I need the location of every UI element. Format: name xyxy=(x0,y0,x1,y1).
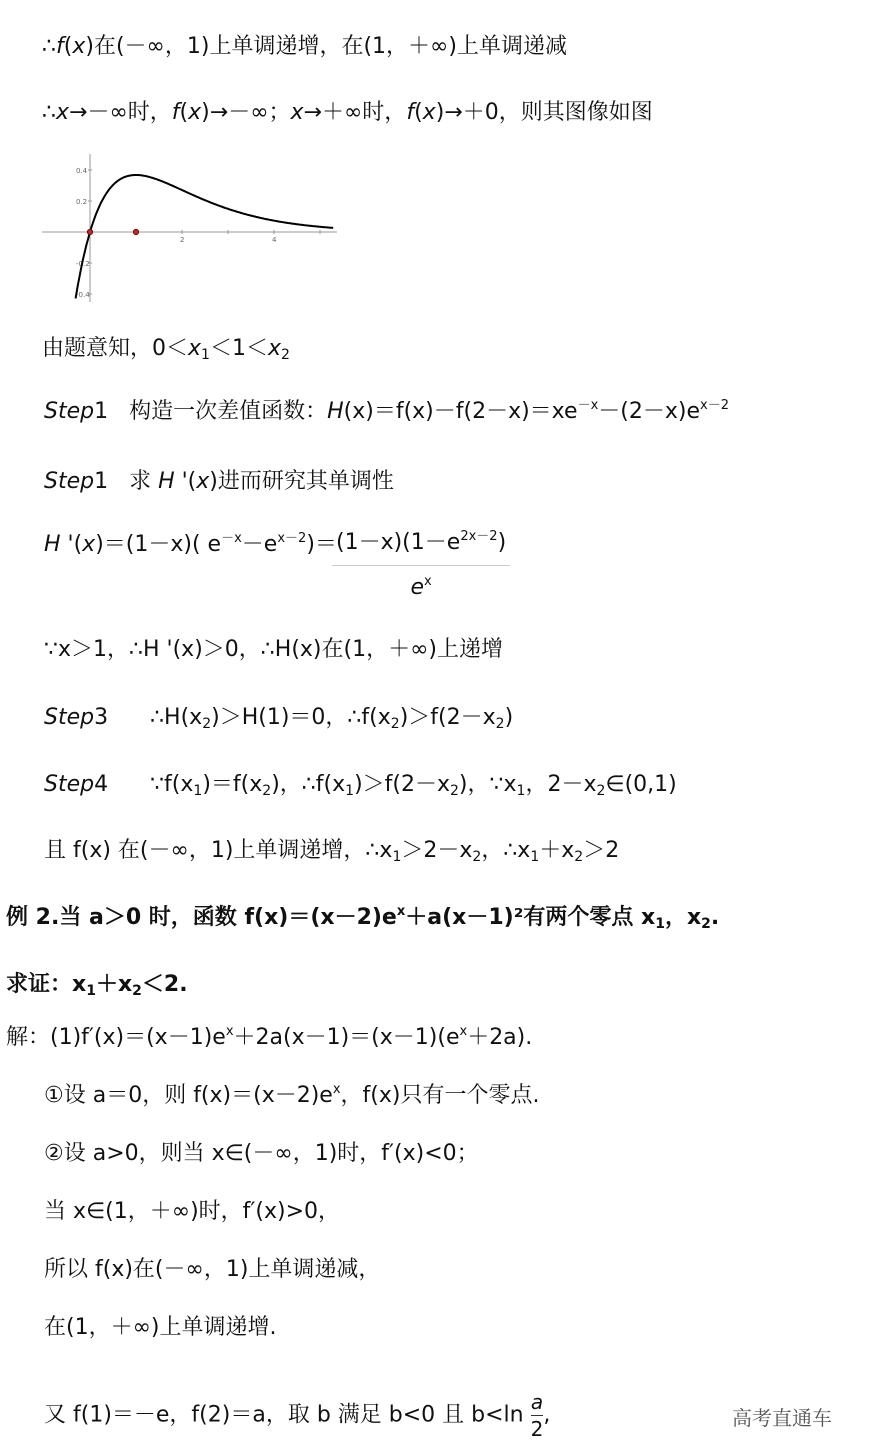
case2-line: ②设 a>0，则当 x∈(－∞，1)时，f′(x)<0； xyxy=(44,1141,479,1166)
step1-line: Step1 构造一次差值函数：$H(x)=f(x)-f(2-x)=xe^{-x}-(2-x)e^{x-2}$ xyxy=(44,398,729,424)
line-domain: 由题意知，$0<x_1<1<x_2$ xyxy=(42,336,290,363)
step4-line: Step4 $\because f(x_1)=f(x_2)$，$\therefore f(x_1)>f(2-x_2)$，$\because x_1$，$2-x_2\in(0,1)$ xyxy=(44,772,677,799)
derivative-line: H '(x)＝(1－x)( $e^{-x}-e^{x-2})=$ $(1-x)(1-e^{2x-2})$ $e^x$ xyxy=(44,527,337,563)
step1b-line: Step1 求 H '(x)进而研究其单调性 xyxy=(44,469,394,494)
case2c-line: 所以 f(x)在(－∞，1)上单调递减， xyxy=(44,1257,381,1282)
case1-line: ①设 a＝0，则 $f(x)=(x-2)e^x$，f(x)只有一个零点. xyxy=(44,1082,540,1108)
watermark: 高考直通车 xyxy=(732,1406,832,1430)
y-tick-label: 0.2 xyxy=(76,198,88,206)
marked-point xyxy=(133,229,138,234)
step3-line: Step3 $\therefore H(x_2)>H(1)=0$，$\therefore f(x_2)>f(2-x_2)$ xyxy=(44,705,514,732)
solution-line: 解：$(1)f'(x)=(x-1)e^x+2a(x-1)=(x-1)(e^x+2a)$. xyxy=(6,1024,533,1050)
x-tick-label: 4 xyxy=(272,236,277,244)
case2b-line: 当 x∈(1，＋∞)时，f′(x)>0， xyxy=(44,1199,341,1224)
marked-point xyxy=(87,229,92,234)
case2d-line: 在(1，＋∞)上单调递增. xyxy=(44,1315,277,1340)
x-tick-label: 2 xyxy=(180,236,185,244)
example2-title: 例 2.当 a＞0 时，函数 $f(x)=(x-2)e^x+a(x-1)^2$有两个零点 $x_1$，$x_2$. xyxy=(6,904,720,932)
derivative-fraction: $(1-x)(1-e^{2x-2})$ $e^x$ xyxy=(332,525,510,606)
y-tick-label: -0.2 xyxy=(76,260,90,268)
line-monotonic: ∴f(x)在(－∞，1)上单调递增，在(1，＋∞)上单调递减 xyxy=(42,34,567,59)
prove-line: 求证：$x_1+x_2<2$. xyxy=(6,972,188,999)
line-limits: ∴x→－∞时，f(x)→－∞；x→＋∞时，f(x)→＋0，则其图像如图 xyxy=(42,100,653,125)
curve-path xyxy=(76,175,334,298)
conclusion-line: 且 f(x) 在(－∞，1)上单调递增，$\therefore x_1>2-x_2$，$\therefore x_1+x_2>2$ xyxy=(44,838,620,865)
a-over-2-fraction: $\frac{a}{2}$ xyxy=(530,1390,544,1441)
choose-b-line: 又 f(1)＝－e，f(2)＝a，取 b 满足 b<0 且 $b<\ln \frac{a}{2}$, xyxy=(44,1390,551,1441)
increasing-line: ∵x＞1，∴H '(x)＞0，∴H(x)在(1，＋∞)上递增 xyxy=(44,637,503,662)
function-graph xyxy=(42,152,342,304)
y-tick-label: -0.4 xyxy=(76,291,90,299)
y-tick-label: 0.4 xyxy=(76,167,88,175)
